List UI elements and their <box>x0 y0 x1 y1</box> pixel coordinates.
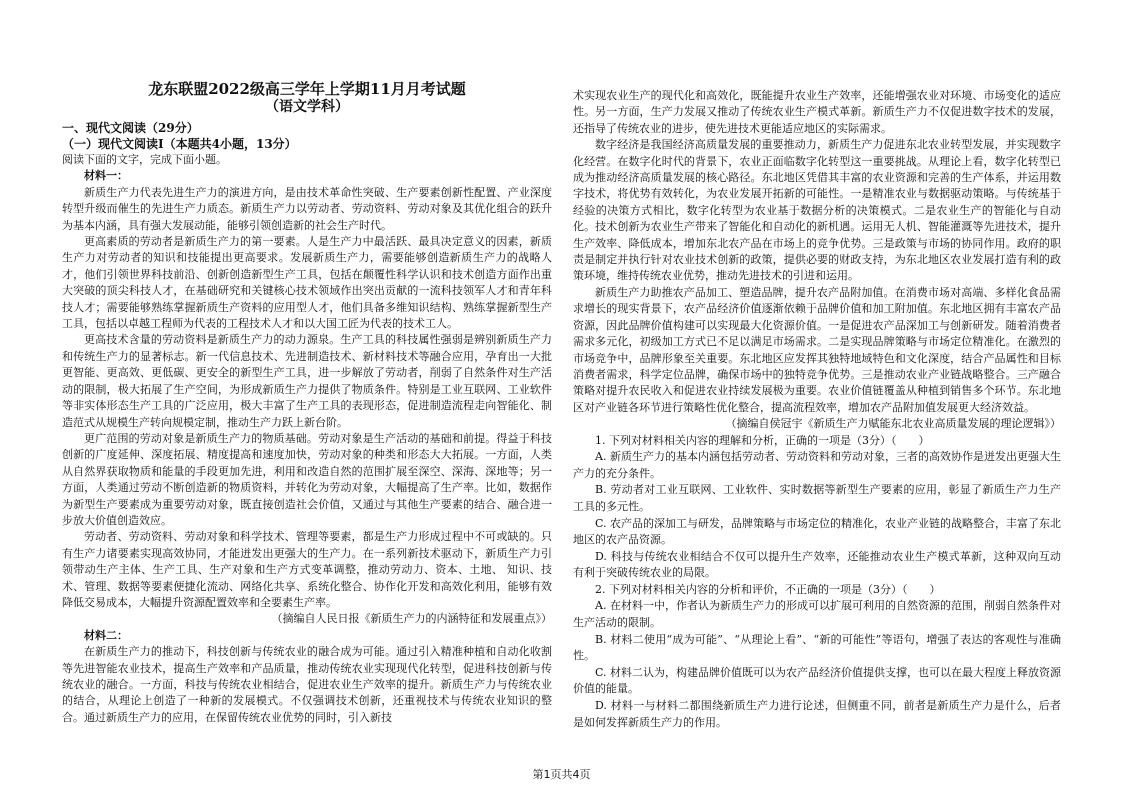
question-1-option-c: C. 农产品的深加工与研发，品牌策略与市场定位的精准化，农业产业链的战略整合，丰富了东北地区的农产品资源。 <box>573 516 1062 547</box>
material2-paragraph-continued: 术实现农业生产的现代化和高效化，既能提升农业生产效率，还能增强农业对环境、市场变化的适应性。另一方面，生产力发展又推动了传统农业生产模式革新。新质生产力不仅促进数字技术的发展，还指导了传统农业的进步，使先进技术更能适应地区的实际需求。 <box>573 89 1061 135</box>
material1-source: （摘编自人民日报《新质生产力的内涵特征和发展重点》） <box>271 612 552 626</box>
question-2-option-d: D. 材料一与材料二都围绕新质生产力进行论述，但侧重不同，前者是新质生产力是什么，后者是如何发挥新质生产力的作用。 <box>573 699 1061 729</box>
material1-paragraph: 更高素质的劳动者是新质生产力的第一要素。人是生产力中最活跃、最具决定意义的因素，新质生产力对劳动者的知识和技能提出更高要求。发展新质生产力，需要能够创造新质生产力的战略人才，他们引领世界科技前沿、创新创造新型生产工具，包括在颠覆性科学认识和技术创造方面作出重大突破的顶尖科技人才，在基础研究和关键核心技术领域作出突出贡献的一流科技领军人才和青年科技人才；需要能够熟练掌握新质生产资料的应用型人才，他们具备多维知识结构、熟练掌握新型生产工具，包括以卓越工程师为代表的工程技术人才和以大国工匠为代表的技术工人。 <box>62 235 552 331</box>
material1-paragraph: 劳动者、劳动资料、劳动对象和科学技术、管理等要素，都是生产力形成过程中不可或缺的。只有生产力诸要素实现高效协同，才能迸发出更强大的生产力。在一系列新技术驱动下，新质生产力引领带动生产主体、生产工具、生产对象和生产方式变革调整，推动劳动力、资本、土地、 知识、技术、管理、数据等要素便捷化流动、网络化共享、系统化整合、协作化开发和高效化利用，能够有效降低交易成本，大幅提升资源配置效率和全要素生产率。 <box>62 530 552 609</box>
page-number: 第1页共4页 <box>532 768 591 781</box>
material1-paragraph: 更广范围的劳动对象是新质生产力的物质基础。劳动对象是生产活动的基础和前提。得益于科技创新的广度延伸、深度拓展、精度提高和速度加快，劳动对象的种类和形态大大拓展。一方面，人类从自然界获取物质和能量的手段更加先进，利用和改造自然的范围扩展至深空、深海、深地等；另一方面，人类通过劳动不断创造新的物质资料，并转化为劳动对象，大幅提高了生产率。比如，数据作为新型生产要素成为重要劳动对象，既直接创造社会价值，又通过与其他生产要素的结合、融合进一步放大价值创造效应。 <box>62 431 552 527</box>
material2-paragraph: 数字经济是我国经济高质量发展的重要推动力，新质生产力促进东北农业转型发展，并实现数字化经营。在数字化时代的背景下，农业正面临数字化转型这一重要挑战。从理论上看，数字化转型已成为推动经济高质量发展的核心路径。东北地区凭借其丰富的农业资源和完善的生产体系，并运用数字技术，将优势有效转化，为农业发展开拓新的可能性。一是精准农业与数据驱动策略。与传统基于经验的决策方式相比，数字化转型为农业基于数据分析的决策模式。二是农业生产的智能化与自动化。技术创新为农业生产带来了智能化和自动化的新机遇。运用无人机、智能灌溉等先进技术，提升生产效率、降低成本，增加东北农产品在市场上的竞争优势。三是政策与市场的协同作用。政府的职责是制定并执行针对农业技术创新的政策，提供必要的财政支持，为东北地区农业发展打造有利的政策环境，维持传统农业优势，推动先进技术的引进和运用。 <box>573 138 1061 283</box>
material1-paragraph: 更高技术含量的劳动资料是新质生产力的动力源泉。生产工具的科技属性强弱是辨别新质生产力和传统生产力的显著标志。新一代信息技术、先进制造技术、新材料技术等融合应用，孕育出一大批更智能、更高效、更低碳、更安全的新型生产工具，进一步解放了劳动者，削弱了自然条件对生产活动的限制，极大拓展了生产空间，为形成新质生产力提供了物质条件。特别是工业互联网、工业软件等非实体形态生产工具的广泛应用，极大丰富了生产工具的表现形态，促进制造流程走向智能化、制造范式从规模生产转向规模定制，推动生产力跃上新台阶。 <box>62 333 552 429</box>
question-1-option-b: B. 劳动者对工业互联网、工业软件、实时数据等新型生产要素的应用，彰显了新质生产力生产工具的多元性。 <box>573 483 1061 513</box>
right-column <box>573 88 1061 731</box>
question-2-option-a: A. 在材料一中，作者认为新质生产力的形成可以扩展可利用的自然资源的范围，削弱自然条件对生产活动的限制。 <box>573 599 1061 630</box>
question-2-option-b: B. 材料二使用“成为可能”、“从理论上看”、“新的可能性”等语句，增强了表达的客观性与准确性。 <box>573 632 1061 663</box>
left-column <box>62 80 552 726</box>
question-1-option-a: A. 新质生产力的基本内涵包括劳动者、劳动资料和劳动对象，三者的高效协作是迸发出更强大生产力的充分条件。 <box>573 450 1061 480</box>
material1-paragraph: 新质生产力代表先进生产力的演进方向，是由技术革命性突破、生产要素创新性配置、产业深度转型升级而催生的先进生产力质态。新质生产力以劳动者、劳动资料、劳动对象及其优化组合的跃升为基本内涵，具有强大发展动能，能够引领创造新的社会生产时代。 <box>62 185 552 232</box>
question-1-option-d: D. 科技与传统农业相结合不仅可以提升生产效率，还能推动农业生产模式革新，这种双向互动有利于突破传统农业的局限。 <box>573 549 1061 580</box>
question-2-stem: 2. 下列对材料相关内容的分析和评价，不正确的一项是（3分）（ ） <box>595 582 941 596</box>
material2-paragraph: 在新质生产力的推动下，科技创新与传统农业的融合成为可能。通过引入精准种植和自动化收割等先进智能农业技术，提高生产效率和产品质量，推动传统农业实现现代化转型，促进科技创新与传统农业的融合。一方面，科技与传统农业相结合，促进农业生产效率的提升。新质生产力与传统农业的结合，从理论上创造了一种新的发展模式。不仅强调技术创新，还重视技术与传统农业知识的整合。通过新质生产力的应用，在保留传统农业优势的同时，引入新技 <box>62 645 552 724</box>
question-1-stem: 1. 下列对材料相关内容的理解和分析，正确的一项是（3分）（ ） <box>595 433 930 447</box>
material2-source: （摘编自侯冠宇《新质生产力赋能东北农业高质量发展的理论逻辑》） <box>725 417 1061 431</box>
question-2-option-c: C. 材料二认为，构建品牌价值既可以为农产品经济价值提供支撑，也可以在最大程度上释放资源价值的能量。 <box>573 665 1062 696</box>
exam-title: 龙东联盟2022级高三学年上学期11月月考试题 <box>148 80 466 98</box>
material2-label: 材料二： <box>84 628 128 642</box>
material2-paragraph: 新质生产力助推农产品加工、塑造品牌，提升农产品附加值。在消费市场对高端、多样化食品需求增长的现实背景下，农产品经济价值逐渐依赖于品牌价值和加工附加值。东北地区拥有丰富农产品资源，因此品牌价值构建可以实现最大化资源价值。一是促进农产品深加工与创新研发。随着消费者需求多元化，初级加工方式已不足以满足市场需求。二是实现品牌策略与市场定位精准化。在激烈的市场竞争中，品牌形象至关重要。东北地区应发挥其独特地域特色和文化深度，结合产品属性和目标消费者需求，科学定位品牌，确保市场中的独特竞争优势。三是推动农业产业链战略整合。三产融合策略对提升农民收入和促进农业持续发展极为重要。农业价值链覆盖从种植到销售多个环节。东北地区对产业链各环节进行策略性优化整合，提高流程效率，增加农产品附加值发展更大经济效益。 <box>573 285 1061 414</box>
reading-instruction: 阅读下面的文字，完成下面小题。 <box>62 153 227 166</box>
section-heading: 一、现代文阅读（29分） <box>62 121 199 135</box>
material1-label: 材料一： <box>84 169 128 183</box>
subsection-heading: （一）现代文阅读Ⅰ（本题共4小题，13分） <box>62 137 297 151</box>
exam-subtitle: （语文学科） <box>265 99 349 115</box>
